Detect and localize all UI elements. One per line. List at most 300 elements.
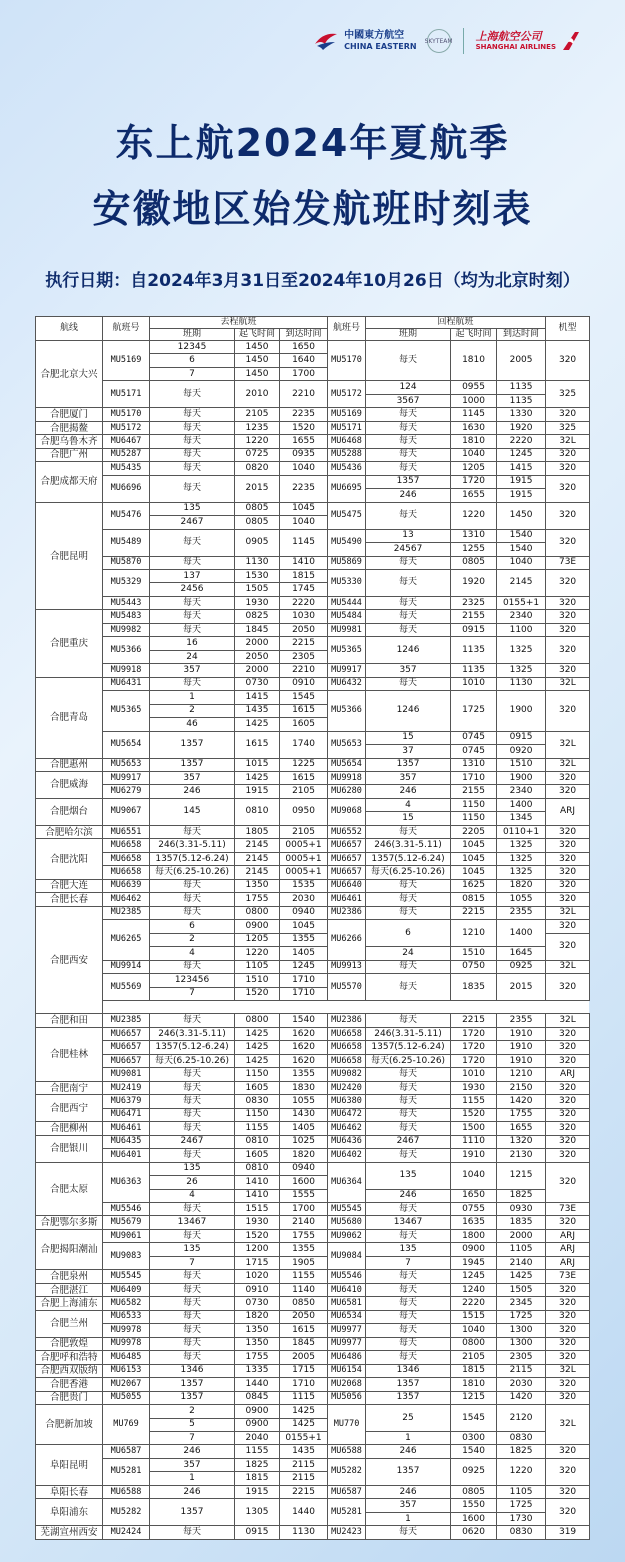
route-cell: 合肥成都天府 <box>36 462 103 502</box>
outbound-flight-number: MU5365 <box>103 691 150 731</box>
outbound-dep-time: 1205 <box>235 933 280 946</box>
table-row <box>36 462 590 475</box>
return-arr-time: 1415 <box>497 462 546 475</box>
outbound-days: 每天 <box>150 462 235 475</box>
return-days: 15 <box>366 812 451 825</box>
return-dep-time: 1150 <box>451 812 497 825</box>
schedule-table <box>35 316 590 1540</box>
return-days: 1357(5.12-6.24) <box>366 1041 451 1054</box>
sa-logo-cn: 上海航空公司 <box>475 30 542 43</box>
return-arr-time: 1105 <box>497 1243 546 1256</box>
return-days: 246(3.31-5.11) <box>366 839 451 852</box>
table-row <box>36 1149 590 1162</box>
outbound-flight-number: MU2419 <box>103 1081 150 1094</box>
return-days: 每天 <box>366 596 451 609</box>
return-dep-time: 1240 <box>451 1283 497 1296</box>
table-row <box>36 825 590 838</box>
return-dep-time: 1635 <box>451 1216 497 1229</box>
aircraft-type: 320 <box>546 933 590 960</box>
return-days: 1246 <box>366 691 451 731</box>
aircraft-type: 32L <box>546 960 590 973</box>
return-flight-number: MU6658 <box>328 1054 366 1067</box>
table-row <box>36 785 590 798</box>
header-return: 回程航班 <box>366 317 546 329</box>
outbound-dep-time: 0915 <box>235 1526 280 1539</box>
return-days: 357 <box>366 1499 451 1512</box>
route-cell: 合肥昆明 <box>36 502 103 610</box>
return-days: 1 <box>366 1431 451 1444</box>
table-row <box>36 772 590 785</box>
table-row <box>36 341 590 354</box>
outbound-arr-time: 1820 <box>280 1149 328 1162</box>
outbound-arr-time: 1650 <box>280 341 328 354</box>
outbound-days: 每天 <box>150 1351 235 1364</box>
aircraft-type: 320 <box>546 664 590 677</box>
outbound-days: 1357 <box>150 758 235 771</box>
return-days: 每天 <box>366 448 451 461</box>
return-days: 357 <box>366 772 451 785</box>
outbound-arr-time: 1830 <box>280 1081 328 1094</box>
outbound-days: 每天 <box>150 960 235 973</box>
table-row <box>36 1297 590 1310</box>
return-flight-number: MU6534 <box>328 1310 366 1323</box>
table-row <box>36 1027 590 1040</box>
outbound-dep-time: 1425 <box>235 772 280 785</box>
table-row <box>36 1378 590 1391</box>
aircraft-type: ARJ <box>546 1243 590 1256</box>
china-eastern-swallow-icon <box>313 30 339 52</box>
outbound-flight-number: MU9081 <box>103 1068 150 1081</box>
return-dep-time: 1045 <box>451 866 497 879</box>
outbound-days: 2 <box>150 1405 235 1418</box>
table-row <box>36 677 590 690</box>
outbound-days: 16 <box>150 637 235 650</box>
outbound-flight-number: MU6533 <box>103 1310 150 1323</box>
return-arr-time: 2130 <box>497 1149 546 1162</box>
header-return-flight: 航班号 <box>328 317 366 341</box>
outbound-flight-number: MU9918 <box>103 664 150 677</box>
return-days: 7 <box>366 1256 451 1269</box>
outbound-arr-time: 1355 <box>280 1243 328 1256</box>
return-flight-number: MU6552 <box>328 825 366 838</box>
outbound-arr-time: 1355 <box>280 1068 328 1081</box>
outbound-days: 每天 <box>150 1122 235 1135</box>
outbound-arr-time: 0850 <box>280 1297 328 1310</box>
return-dep-time: 1220 <box>451 502 497 529</box>
return-arr-time: 1220 <box>497 1458 546 1485</box>
return-flight-number: MU2068 <box>328 1378 366 1391</box>
outbound-dep-time: 1305 <box>235 1499 280 1526</box>
route-cell: 合肥西双版纳 <box>36 1364 103 1377</box>
return-arr-time: 1645 <box>497 947 546 960</box>
route-cell: 阜阳浦东 <box>36 1499 103 1526</box>
table-row <box>36 435 590 448</box>
outbound-days: 每天 <box>150 1337 235 1350</box>
return-dep-time: 1000 <box>451 394 497 407</box>
return-arr-time: 2015 <box>497 974 546 1001</box>
aircraft-type: 320 <box>546 475 590 502</box>
return-dep-time: 2220 <box>451 1297 497 1310</box>
outbound-flight-number: MU5170 <box>103 408 150 421</box>
outbound-arr-time: 1355 <box>280 933 328 946</box>
outbound-days: 246 <box>150 1445 235 1458</box>
return-dep-time: 1815 <box>451 1364 497 1377</box>
outbound-days: 每天 <box>150 906 235 919</box>
outbound-arr-time: 2115 <box>280 1472 328 1485</box>
outbound-days: 246 <box>150 785 235 798</box>
return-dep-time: 1155 <box>451 1095 497 1108</box>
return-flight-number: MU9913 <box>328 960 366 973</box>
outbound-arr-time: 1615 <box>280 1324 328 1337</box>
outbound-dep-time: 0810 <box>235 1162 280 1175</box>
crane-tail-icon <box>559 30 581 52</box>
outbound-days: 6 <box>150 354 235 367</box>
return-arr-time: 2355 <box>497 1014 546 1027</box>
return-arr-time: 2000 <box>497 1229 546 1242</box>
return-days: 1357 <box>366 1391 451 1404</box>
outbound-dep-time: 0820 <box>235 462 280 475</box>
route-cell: 合肥西安 <box>36 906 103 1014</box>
outbound-flight-number: MU5366 <box>103 637 150 664</box>
return-flight-number: MU9068 <box>328 798 366 825</box>
outbound-days: 每天 <box>150 1297 235 1310</box>
return-dep-time: 1600 <box>451 1512 497 1525</box>
return-flight-number: MU5680 <box>328 1216 366 1229</box>
route-cell: 合肥香港 <box>36 1378 103 1391</box>
aircraft-type: 320 <box>546 1095 590 1108</box>
return-flight-number: MU5653 <box>328 731 366 758</box>
aircraft-type: 320 <box>546 1135 590 1148</box>
return-flight-number: MU6657 <box>328 866 366 879</box>
return-flight-number: MU5869 <box>328 556 366 569</box>
return-arr-time: 1540 <box>497 543 546 556</box>
return-dep-time: 0300 <box>451 1431 497 1444</box>
outbound-dep-time: 0900 <box>235 1418 280 1431</box>
route-cell: 合肥惠州 <box>36 758 103 771</box>
page-title-line2: 安徽地区始发航班时刻表 <box>92 187 533 231</box>
outbound-days: 7 <box>150 1431 235 1444</box>
header-dep-return: 起飞时间 <box>451 329 497 341</box>
return-arr-time: 1345 <box>497 812 546 825</box>
outbound-arr-time: 1710 <box>280 974 328 987</box>
aircraft-type: 320 <box>546 852 590 865</box>
return-arr-time: 0830 <box>497 1431 546 1444</box>
outbound-dep-time: 1755 <box>235 1351 280 1364</box>
outbound-arr-time: 2105 <box>280 825 328 838</box>
outbound-flight-number: MU6657 <box>103 1041 150 1054</box>
outbound-arr-time: 1745 <box>280 583 328 596</box>
route-cell: 合肥泉州 <box>36 1270 103 1283</box>
outbound-flight-number: MU5489 <box>103 529 150 556</box>
return-days: 13467 <box>366 1216 451 1229</box>
outbound-dep-time: 1930 <box>235 596 280 609</box>
return-arr-time: 2150 <box>497 1081 546 1094</box>
ce-logo-en: CHINA EASTERN <box>344 42 417 51</box>
outbound-dep-time: 1220 <box>235 947 280 960</box>
return-arr-time: 1915 <box>497 475 546 488</box>
table-row <box>36 879 590 892</box>
sa-logo-en: SHANGHAI AIRLINES <box>475 43 556 51</box>
outbound-flight-number: MU6435 <box>103 1135 150 1148</box>
return-flight-number: MU6154 <box>328 1364 366 1377</box>
route-cell: 合肥呼和浩特 <box>36 1351 103 1364</box>
outbound-dep-time: 1715 <box>235 1256 280 1269</box>
return-days: 每天 <box>366 341 451 381</box>
outbound-arr-time: 1130 <box>280 1526 328 1539</box>
return-dep-time: 1720 <box>451 1054 497 1067</box>
return-arr-time: 1300 <box>497 1337 546 1350</box>
return-arr-time: 1210 <box>497 1068 546 1081</box>
outbound-arr-time: 2220 <box>280 596 328 609</box>
return-dep-time: 0755 <box>451 1203 497 1216</box>
table-row <box>36 502 590 515</box>
outbound-arr-time: 1615 <box>280 704 328 717</box>
outbound-flight-number: MU6431 <box>103 677 150 690</box>
outbound-days: 每天 <box>150 1229 235 1242</box>
return-dep-time: 0925 <box>451 1458 497 1485</box>
return-days: 每天 <box>366 462 451 475</box>
return-flight-number: MU6587 <box>328 1485 366 1498</box>
outbound-flight-number: MU6471 <box>103 1108 150 1121</box>
return-arr-time: 2120 <box>497 1405 546 1432</box>
aircraft-type: 320 <box>546 1485 590 1498</box>
outbound-arr-time: 0950 <box>280 798 328 825</box>
outbound-arr-time: 1620 <box>280 1041 328 1054</box>
outbound-dep-time: 1530 <box>235 569 280 582</box>
outbound-flight-number: MU6658 <box>103 852 150 865</box>
return-days: 每天(6.25-10.26) <box>366 1054 451 1067</box>
page-title-line1: 东上航2024年夏航季 <box>115 121 510 165</box>
route-cell: 合肥乌鲁木齐 <box>36 435 103 448</box>
table-row <box>36 556 590 569</box>
outbound-arr-time: 1845 <box>280 1337 328 1350</box>
outbound-arr-time: 1115 <box>280 1391 328 1404</box>
aircraft-type: 320 <box>546 1108 590 1121</box>
table-row <box>36 1391 590 1404</box>
outbound-days: 7 <box>150 1256 235 1269</box>
table-row <box>36 529 590 542</box>
route-cell: 合肥新加坡 <box>36 1405 103 1445</box>
return-dep-time: 1135 <box>451 637 497 664</box>
header-aircraft: 机型 <box>546 317 590 341</box>
outbound-arr-time: 0155+1 <box>280 1431 328 1444</box>
outbound-dep-time: 1130 <box>235 556 280 569</box>
outbound-flight-number: MU6409 <box>103 1283 150 1296</box>
outbound-dep-time: 1425 <box>235 1027 280 1040</box>
outbound-days: 26 <box>150 1176 235 1189</box>
outbound-arr-time: 1140 <box>280 1283 328 1296</box>
outbound-dep-time: 2105 <box>235 408 280 421</box>
outbound-dep-time: 1450 <box>235 341 280 354</box>
aircraft-type: 320 <box>546 1041 590 1054</box>
route-cell: 合肥揭鳌 <box>36 421 103 434</box>
outbound-flight-number: MU9067 <box>103 798 150 825</box>
header-arr-return: 到达时间 <box>497 329 546 341</box>
outbound-arr-time: 2305 <box>280 650 328 663</box>
outbound-flight-number: MU6467 <box>103 435 150 448</box>
return-dep-time: 1135 <box>451 664 497 677</box>
return-flight-number: MU6640 <box>328 879 366 892</box>
outbound-days: 1346 <box>150 1364 235 1377</box>
return-days: 1357 <box>366 758 451 771</box>
outbound-days: 每天 <box>150 610 235 623</box>
outbound-flight-number: MU6485 <box>103 1351 150 1364</box>
return-dep-time: 2105 <box>451 1351 497 1364</box>
return-days: 每天 <box>366 556 451 569</box>
outbound-flight-number: MU6265 <box>103 920 150 960</box>
outbound-arr-time: 1540 <box>280 1014 328 1027</box>
outbound-days: 246(3.31-5.11) <box>150 839 235 852</box>
outbound-dep-time: 1825 <box>235 1458 280 1471</box>
outbound-dep-time: 1505 <box>235 583 280 596</box>
table-row <box>36 1324 590 1337</box>
return-dep-time: 1245 <box>451 1270 497 1283</box>
return-arr-time: 1505 <box>497 1283 546 1296</box>
return-flight-number: MU9062 <box>328 1229 366 1242</box>
return-flight-number: MU5365 <box>328 637 366 664</box>
return-flight-number: MU6658 <box>328 1041 366 1054</box>
outbound-flight-number: MU2385 <box>103 906 150 919</box>
return-days: 每天 <box>366 1149 451 1162</box>
route-cell: 合肥贵门 <box>36 1391 103 1404</box>
outbound-dep-time: 1425 <box>235 718 280 731</box>
return-arr-time: 2140 <box>497 1256 546 1269</box>
header-arr: 到达时间 <box>280 329 328 341</box>
outbound-arr-time: 1655 <box>280 435 328 448</box>
return-days: 13 <box>366 529 451 542</box>
aircraft-type: 32L <box>546 1014 590 1027</box>
outbound-dep-time: 1605 <box>235 1081 280 1094</box>
return-dep-time: 1720 <box>451 1041 497 1054</box>
return-flight-number: MU5169 <box>328 408 366 421</box>
return-flight-number: MU5484 <box>328 610 366 623</box>
logo-divider <box>463 28 464 54</box>
outbound-dep-time: 1425 <box>235 1054 280 1067</box>
outbound-days: 246(3.31-5.11) <box>150 1027 235 1040</box>
outbound-dep-time: 0805 <box>235 516 280 529</box>
outbound-flight-number: MU5443 <box>103 596 150 609</box>
outbound-dep-time: 1155 <box>235 1122 280 1135</box>
return-dep-time: 1045 <box>451 852 497 865</box>
return-arr-time: 0925 <box>497 960 546 973</box>
aircraft-type: 319 <box>546 1526 590 1539</box>
outbound-dep-time: 0725 <box>235 448 280 461</box>
outbound-arr-time: 1040 <box>280 516 328 529</box>
outbound-dep-time: 1450 <box>235 367 280 380</box>
outbound-days: 每天 <box>150 1095 235 1108</box>
table-row <box>36 1095 590 1108</box>
aircraft-type: 320 <box>546 596 590 609</box>
return-arr-time: 1325 <box>497 852 546 865</box>
return-days: 每天 <box>366 502 451 529</box>
return-days: 每天 <box>366 435 451 448</box>
return-flight-number: MU5170 <box>328 341 366 381</box>
return-arr-time: 0155+1 <box>497 596 546 609</box>
aircraft-type: 320 <box>546 893 590 906</box>
return-arr-time: 1825 <box>497 1189 546 1202</box>
table-row <box>36 448 590 461</box>
outbound-arr-time: 0940 <box>280 906 328 919</box>
aircraft-type: 320 <box>546 1458 590 1485</box>
outbound-days: 135 <box>150 502 235 515</box>
return-arr-time: 1425 <box>497 1270 546 1283</box>
aircraft-type: 320 <box>546 1351 590 1364</box>
outbound-days: 每天 <box>150 421 235 434</box>
return-flight-number: MU6486 <box>328 1351 366 1364</box>
return-days: 每天 <box>366 879 451 892</box>
table-row <box>36 893 590 906</box>
outbound-days: 2467 <box>150 1135 235 1148</box>
aircraft-type: 320 <box>546 462 590 475</box>
outbound-flight-number: MU6279 <box>103 785 150 798</box>
outbound-days: 13467 <box>150 1216 235 1229</box>
outbound-days: 1357 <box>150 1499 235 1526</box>
outbound-dep-time: 1805 <box>235 825 280 838</box>
outbound-flight-number: MU6153 <box>103 1364 150 1377</box>
table-row <box>36 974 590 987</box>
table-row <box>36 1014 590 1027</box>
aircraft-type: 320 <box>546 1081 590 1094</box>
return-flight-number: MU9977 <box>328 1324 366 1337</box>
outbound-days: 5 <box>150 1418 235 1431</box>
return-days: 每天 <box>366 623 451 636</box>
return-days: 1346 <box>366 1364 451 1377</box>
outbound-dep-time: 0800 <box>235 1014 280 1027</box>
outbound-flight-number: MU5545 <box>103 1270 150 1283</box>
outbound-arr-time: 1700 <box>280 1203 328 1216</box>
outbound-flight-number: MU6582 <box>103 1297 150 1310</box>
outbound-flight-number: MU5546 <box>103 1203 150 1216</box>
route-cell: 合肥南宁 <box>36 1081 103 1094</box>
route-cell: 合肥和田 <box>36 1014 103 1027</box>
outbound-flight-number: MU6461 <box>103 1122 150 1135</box>
outbound-flight-number: MU6657 <box>103 1054 150 1067</box>
return-dep-time: 1045 <box>451 839 497 852</box>
outbound-arr-time: 1245 <box>280 960 328 973</box>
outbound-arr-time: 2140 <box>280 1216 328 1229</box>
return-dep-time: 1520 <box>451 1108 497 1121</box>
return-dep-time: 1215 <box>451 1391 497 1404</box>
return-days: 1357 <box>366 1378 451 1391</box>
return-days: 135 <box>366 1243 451 1256</box>
return-arr-time: 1820 <box>497 879 546 892</box>
return-flight-number: MU5546 <box>328 1270 366 1283</box>
table-row <box>36 1041 590 1054</box>
outbound-dep-time: 0800 <box>235 906 280 919</box>
outbound-arr-time: 1620 <box>280 1054 328 1067</box>
route-cell: 合肥广州 <box>36 448 103 461</box>
schedule-body <box>36 341 590 1540</box>
outbound-dep-time: 2145 <box>235 839 280 852</box>
aircraft-type: 320 <box>546 569 590 596</box>
outbound-flight-number: MU6639 <box>103 879 150 892</box>
table-row <box>36 960 590 973</box>
table-row <box>36 731 590 744</box>
return-flight-number: MU5545 <box>328 1203 366 1216</box>
return-arr-time: 1300 <box>497 1324 546 1337</box>
return-flight-number: MU9082 <box>328 1068 366 1081</box>
aircraft-type: 320 <box>546 448 590 461</box>
route-cell: 合肥兰州 <box>36 1310 103 1337</box>
outbound-days: 123456 <box>150 974 235 987</box>
return-dep-time: 1720 <box>451 1027 497 1040</box>
outbound-days: 每天 <box>150 1324 235 1337</box>
route-cell: 合肥青岛 <box>36 677 103 758</box>
outbound-arr-time: 1405 <box>280 1122 328 1135</box>
outbound-days: 每天 <box>150 623 235 636</box>
aircraft-type: 320 <box>546 1378 590 1391</box>
outbound-dep-time: 1235 <box>235 421 280 434</box>
